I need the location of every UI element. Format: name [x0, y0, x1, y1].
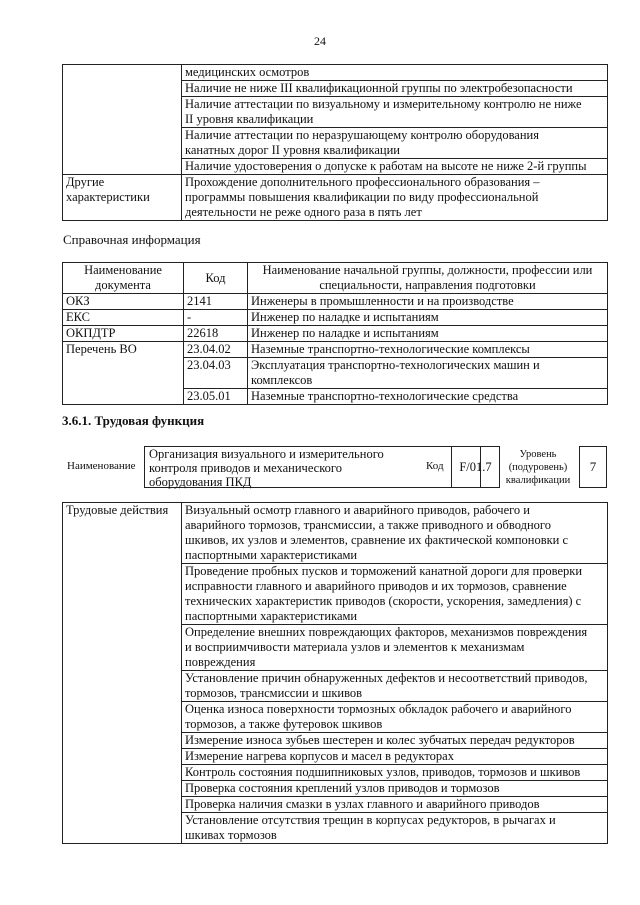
text-line: Проверка наличия смазки в узлах главного и аварийного приводов	[185, 797, 540, 811]
text-line: II уровня квалификации	[185, 112, 314, 126]
text-line: тормозов, а также футеровок шкивов	[185, 717, 383, 731]
text-line: документа	[95, 278, 151, 292]
text-line: Организация визуального и измерительного	[149, 447, 384, 461]
text-line: Наименование начальной группы, должности, профессии или	[262, 263, 593, 277]
text-line: Установление отсутствия трещин в корпусах редукторов, в рычагах и	[185, 813, 556, 827]
labor-action-item	[182, 625, 607, 671]
table-cell: ОКЗ	[63, 294, 184, 310]
page-number: 24	[314, 34, 326, 48]
table-cell-value	[182, 175, 608, 221]
text-line: Прохождение дополнительного профессионального образования –	[185, 175, 540, 189]
text-line: Уровень	[519, 449, 557, 460]
labor-action-item	[182, 781, 607, 797]
text-line: Проверка состояния креплений узлов приводов и тормозов	[185, 781, 500, 795]
text-line: медицинских осмотров	[185, 65, 310, 79]
text-line: шкивах тормозов	[185, 828, 277, 842]
labor-action-item	[182, 503, 607, 564]
text-line: деятельности не реже одного раза в пять лет	[185, 205, 422, 219]
text-line: Измерение нагрева корпусов и масел в редукторах	[185, 749, 454, 763]
column-header: Код	[184, 263, 248, 294]
text-line: программы повышения квалификации по виду профессиональной	[185, 190, 539, 204]
table-cell: 23.04.03	[184, 358, 248, 389]
requirement-item	[182, 65, 607, 81]
table-header-row	[63, 263, 608, 294]
function-header	[62, 444, 607, 492]
requirement-item	[182, 97, 607, 128]
table-cell: 23.04.02	[184, 342, 248, 358]
requirement-item	[182, 81, 607, 97]
labor-action-item	[182, 733, 607, 749]
text-line: Наименование	[84, 263, 162, 277]
text-line: квалификации	[505, 475, 571, 486]
table-cell: Инженер по наладке и испытаниям	[248, 310, 608, 326]
table-cell	[248, 389, 608, 405]
text-line: Эксплуатация транспортно-технологических машин и	[251, 358, 540, 372]
requirements-table	[62, 64, 608, 221]
name-label: Наименование	[67, 460, 136, 472]
text-line: Наличие не ниже III квалификационной группы по электробезопасности	[185, 81, 573, 95]
table-cell-label	[63, 175, 182, 221]
text-line: Наличие аттестации по визуальному и измерительному контролю не ниже	[185, 97, 582, 111]
text-line: Установление причин обнаруженных дефектов и несоответствий приводов,	[185, 671, 588, 685]
labor-actions-label: Трудовые действия	[63, 503, 182, 844]
table-row	[63, 175, 608, 221]
text-line: характеристики	[66, 190, 150, 204]
function-code-box: F/01.7	[451, 446, 500, 488]
requirements-list	[182, 65, 608, 175]
text-line: паспортными характеристиками	[185, 609, 358, 623]
text-line: Измерение износа зубьев шестерен и колес зубчатых передач редукторов	[185, 733, 575, 747]
table-row	[63, 342, 608, 358]
labor-action-item	[182, 749, 607, 765]
text-line: специальности, направления подготовки	[319, 278, 536, 292]
table-row	[63, 65, 608, 175]
text-line: контроля приводов и механического	[149, 461, 342, 475]
text-line: шкивов, их узлов и элементов, сравнение их фактической компоновки с	[185, 533, 569, 547]
text-line: Наличие аттестации по неразрушающему контролю оборудования	[185, 128, 539, 142]
table-cell: 2141	[184, 294, 248, 310]
labor-action-item	[182, 797, 607, 813]
table-cell	[248, 342, 608, 358]
table-row	[63, 310, 608, 326]
labor-action-item	[182, 765, 607, 781]
text-line: Визуальный осмотр главного и аварийного приводов, рабочего и	[185, 503, 530, 517]
text-line: Контроль состояния подшипниковых узлов, приводов, тормозов и шкивов	[185, 765, 581, 779]
reference-table	[62, 262, 608, 405]
text-line: повреждения	[185, 655, 256, 669]
table-cell: Инженеры в промышленности и на производстве	[248, 294, 608, 310]
requirement-item	[182, 159, 607, 174]
labor-action-item	[182, 564, 607, 625]
table-cell-empty	[63, 65, 182, 175]
labor-action-item	[182, 702, 607, 733]
table-cell: 23.05.01	[184, 389, 248, 405]
text-line: Проведение пробных пусков и торможений канатной дороги для проверки	[185, 564, 583, 578]
section-heading: 3.6.1. Трудовая функция	[62, 413, 205, 428]
labor-action-item	[182, 813, 607, 843]
labor-actions-table	[62, 502, 608, 844]
labor-actions-list	[182, 503, 608, 844]
text-line: (подуровень)	[508, 462, 568, 473]
text-line: Определение внешних повреждающих факторов, механизмов повреждения	[185, 625, 588, 639]
labor-action-item	[182, 671, 607, 702]
table-cell: Инженер по наладке и испытаниям	[248, 326, 608, 342]
text-line: технических характеристик приводов (скорости, ускорения, замедления) с	[185, 594, 582, 608]
text-line: Наземные транспортно-технологические комплексы	[251, 342, 530, 356]
text-line: Другие	[66, 175, 105, 189]
table-row	[63, 326, 608, 342]
text-line: оборудования ПКД	[149, 475, 252, 489]
text-line: Наземные транспортно-технологические средства	[251, 389, 519, 403]
level-box: 7	[579, 446, 607, 488]
table-row	[63, 503, 608, 844]
text-line: тормозов, трансмиссии и шкивов	[185, 686, 363, 700]
table-cell: Перечень ВО	[63, 342, 184, 405]
text-line: Оценка износа поверхности тормозных обкладок рабочего и аварийного	[185, 702, 572, 716]
text-line: паспортными характеристиками	[185, 548, 358, 562]
table-row	[63, 294, 608, 310]
table-cell: 22618	[184, 326, 248, 342]
section-heading: Справочная информация	[63, 232, 201, 247]
column-header	[63, 263, 184, 294]
table-cell: -	[184, 310, 248, 326]
text-line: канатных дорог II уровня квалификации	[185, 143, 400, 157]
text-line: Наличие удостоверения о допуске к работам на высоте не ниже 2-й группы	[185, 159, 587, 173]
table-cell	[248, 358, 608, 389]
table-cell: ЕКС	[63, 310, 184, 326]
column-header	[248, 263, 608, 294]
text-line: комплексов	[251, 373, 313, 387]
table-cell: ОКПДТР	[63, 326, 184, 342]
text-line: исправности главного и аварийного приводов и их тормозов, сравнение	[185, 579, 567, 593]
requirement-item	[182, 128, 607, 159]
text-line: аварийного тормозов, трансмиссии, а также приводного и обводного	[185, 518, 551, 532]
text-line: и восприимчивости материала узлов и элементов к механизмам	[185, 640, 525, 654]
level-label	[502, 448, 574, 487]
code-label: Код	[426, 460, 444, 472]
